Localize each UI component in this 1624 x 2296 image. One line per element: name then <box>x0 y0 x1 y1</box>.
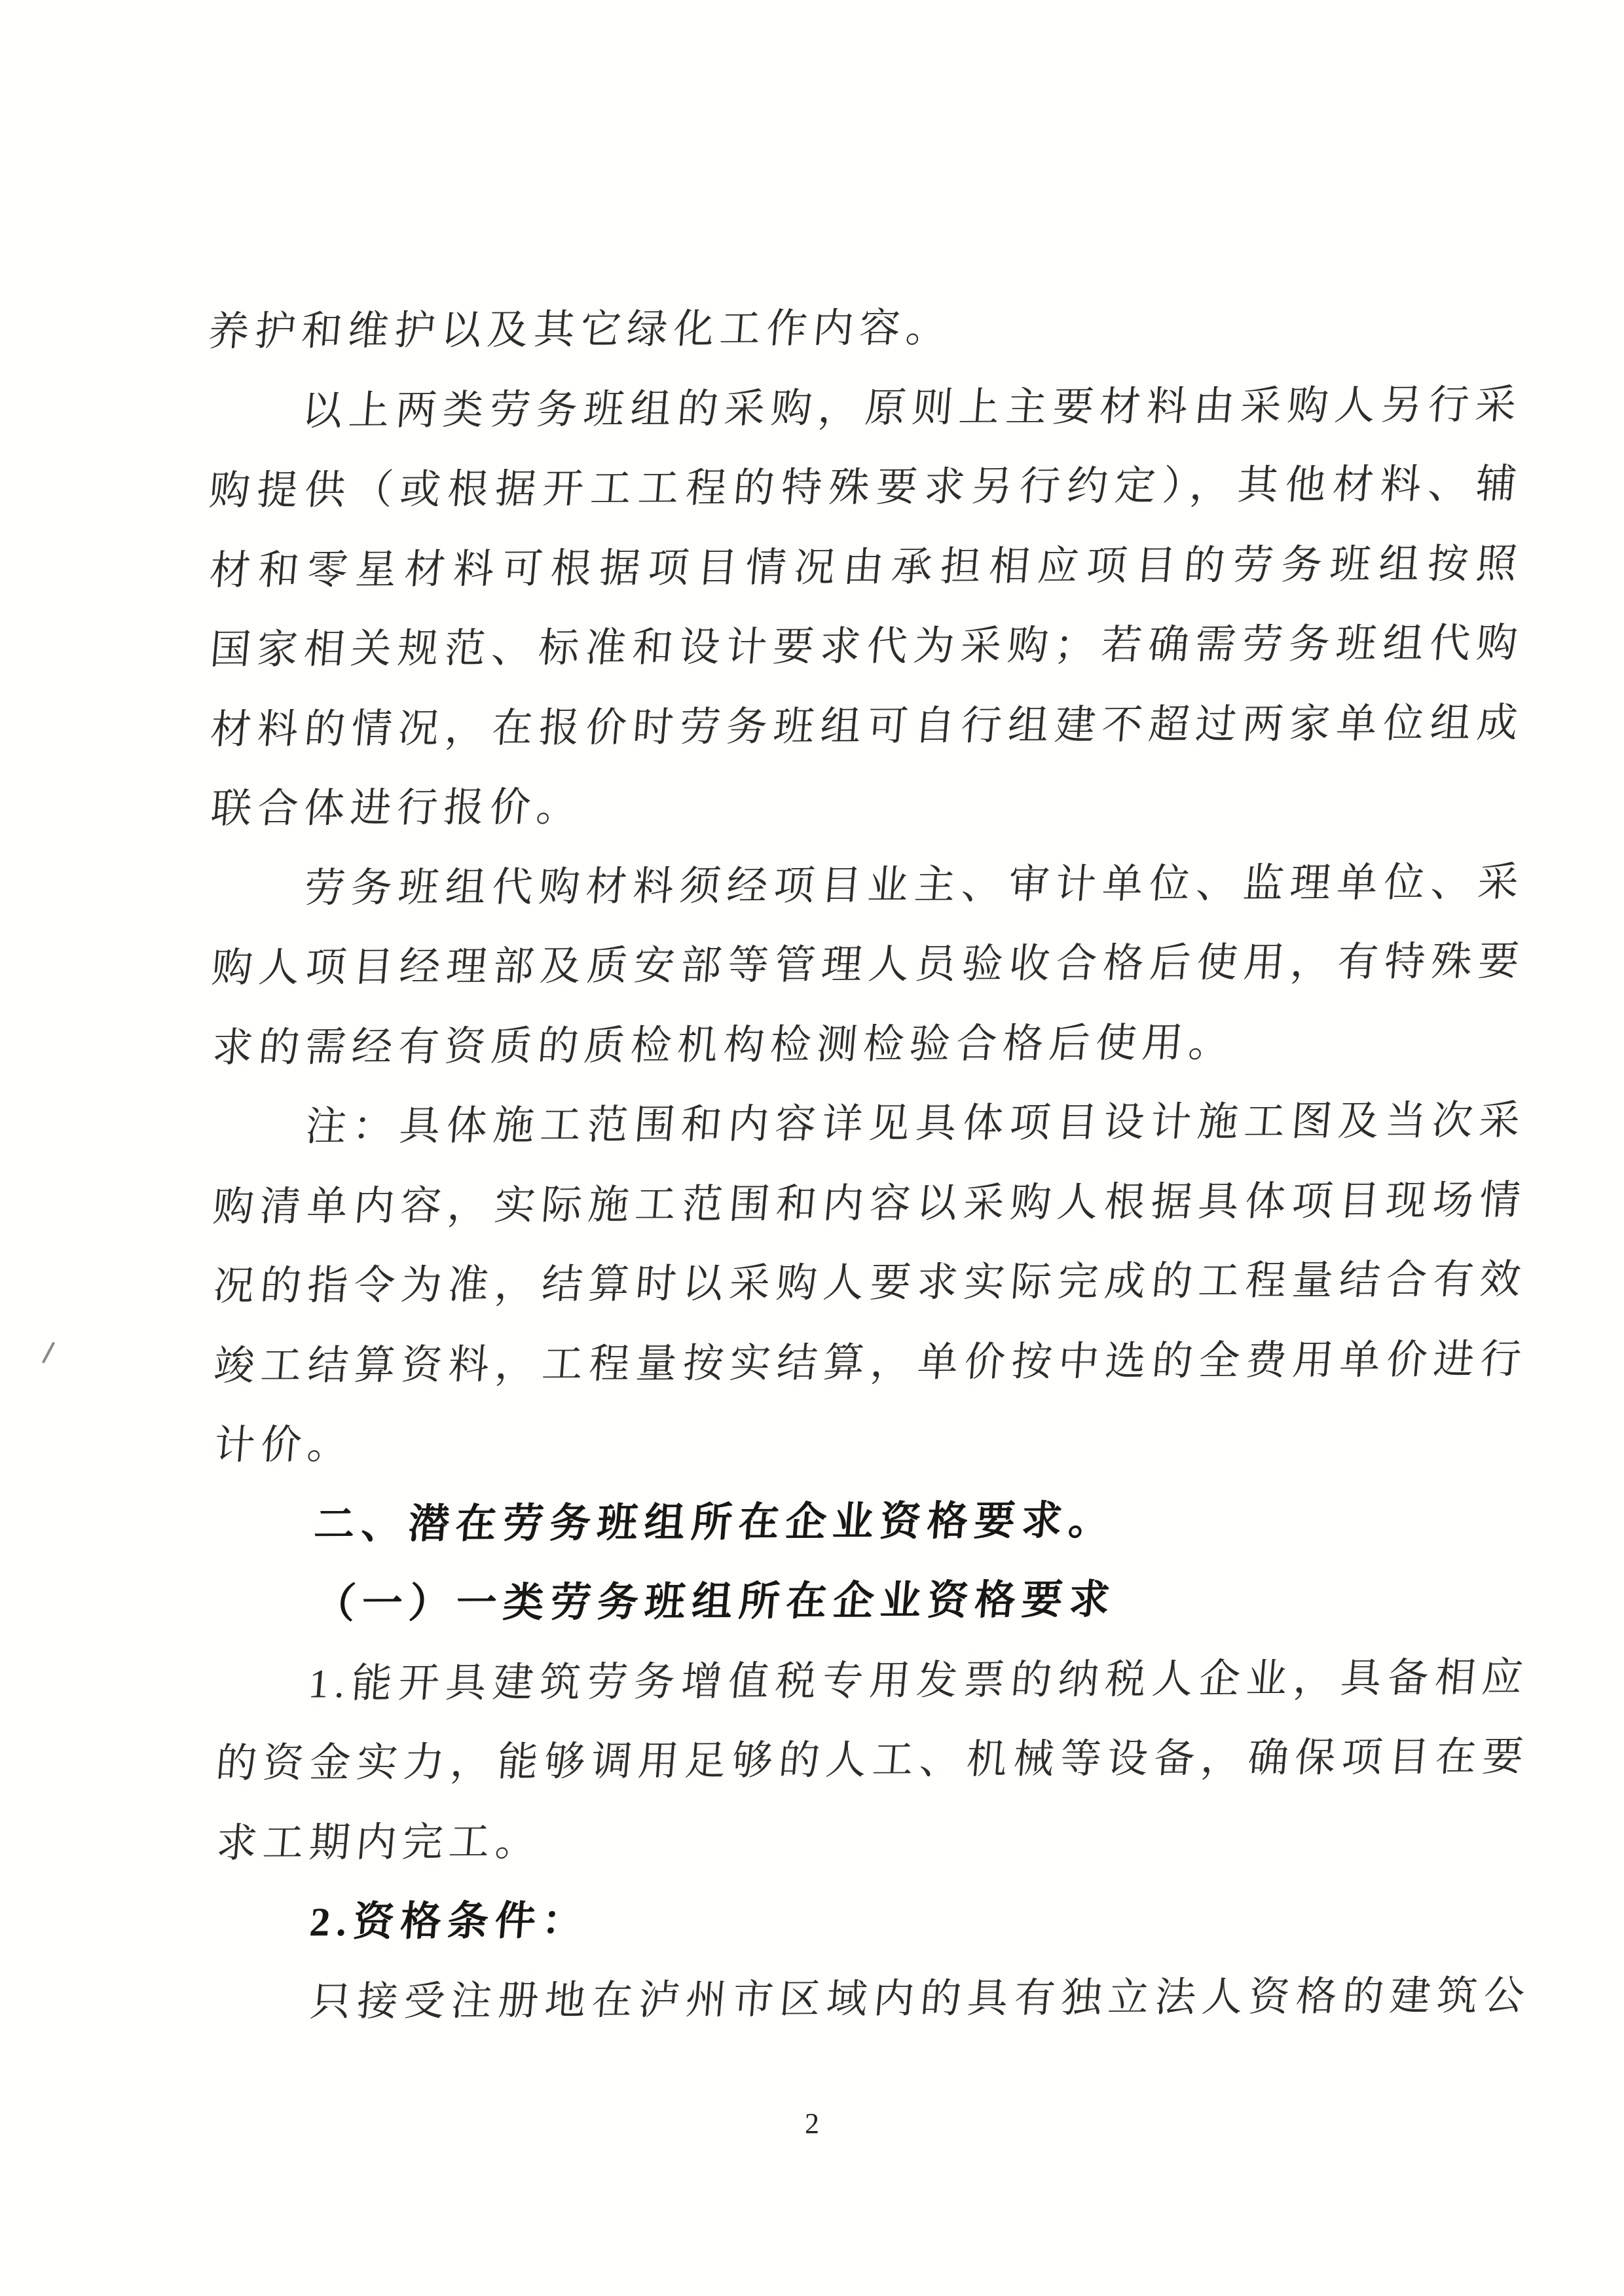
scan-artifact-mark <box>42 1341 55 1364</box>
page-footer <box>0 2107 1624 2140</box>
text-line: 况的指令为准，结算时以采购人要求实际完成的工程量结合有效 <box>212 1257 1528 1309</box>
text-line: 以上两类劳务班组的采购，原则上主要材料由采购人另行采 <box>300 382 1524 434</box>
numbered-clause: 1.能开具建筑劳务增值税专用发票的纳税人企业，具备相应 <box>306 1655 1530 1707</box>
text-line: 求工期内完工。 <box>214 1819 544 1866</box>
text-line: 材料的情况，在报价时劳务班组可自行组建不超过两家单位组成 <box>208 701 1526 752</box>
subsection-heading: （一）一类劳务班组所在企业资格要求 <box>312 1578 1118 1627</box>
section-heading: 二、潜在劳务班组所在企业资格要求。 <box>312 1498 1118 1547</box>
text-line: 养护和维护以及其它绿化工作内容。 <box>206 306 955 355</box>
note-line: 注：具体施工范围和内容详见具体项目设计施工图及当次采 <box>303 1098 1528 1150</box>
text-line: 竣工结算资料，工程量按实结算，单价按中选的全费用单价进行 <box>212 1337 1529 1389</box>
page-number: 2 <box>805 2107 819 2140</box>
text-line: 购人项目经理部及质安部等管理人员验收合格后使用，有特殊要 <box>210 939 1527 991</box>
text-line: 计价。 <box>212 1423 356 1468</box>
text-line: 劳务班组代购材料须经项目业主、审计单位、监理单位、采 <box>303 860 1526 911</box>
document-body <box>208 286 1530 2043</box>
text-line: 联合体进行报价。 <box>209 785 585 832</box>
text-line: 只接受注册地在泸州市区域内的具有独立法人资格的建筑公 <box>308 1973 1532 2025</box>
text-line: 购清单内容，实际施工范围和内容以采购人根据具体项目现场情 <box>211 1178 1528 1230</box>
clause-heading: 2.资格条件： <box>308 1899 591 1945</box>
text-line: 的资金实力，能够调用足够的人工、机械等设备，确保项目在要 <box>214 1734 1531 1787</box>
text-line: 求的需经有资质的质检机构检测检验合格后使用。 <box>210 1020 1237 1070</box>
text-line: 国家相关规范、标准和设计要求代为采购；若确需劳务班组代购 <box>208 621 1525 673</box>
text-line: 材和零星材料可根据项目情况由承担相应项目的劳务班组按照 <box>208 541 1525 593</box>
text-line: 购提供（或根据开工工程的特殊要求另行约定），其他材料、辅 <box>207 462 1524 514</box>
